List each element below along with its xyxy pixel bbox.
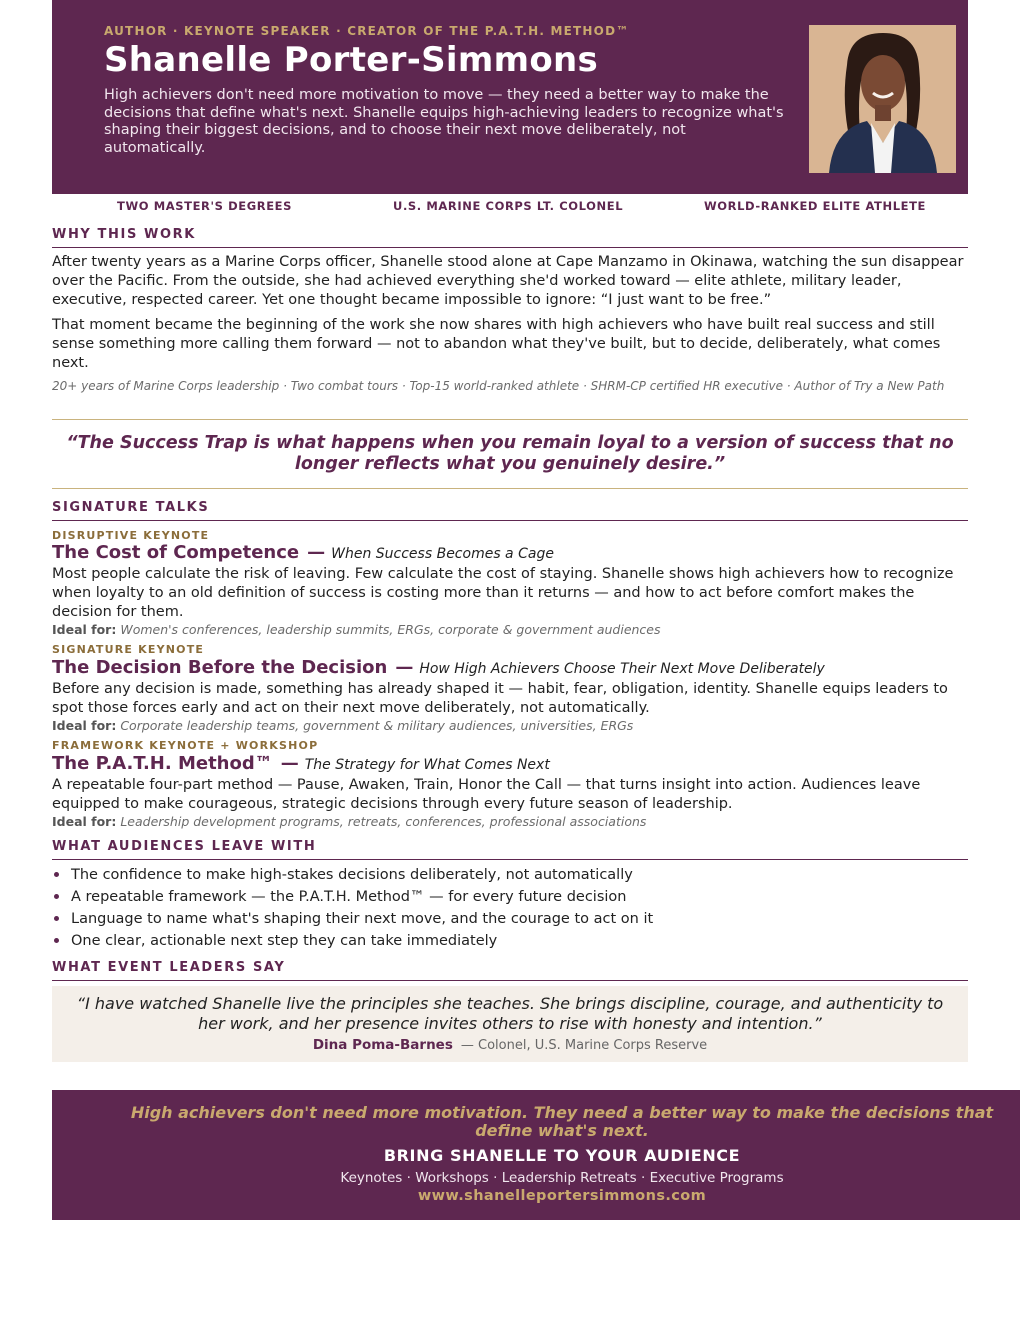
credential-item: WORLD-RANKED ELITE ATHLETE <box>704 199 926 213</box>
ideal-for-label: Ideal for: <box>52 622 117 637</box>
takeaways-list <box>52 864 968 952</box>
talk-dash: — <box>307 542 326 563</box>
talk-ideal-for <box>52 814 968 829</box>
why-facts-line: 20+ years of Marine Corps leadership · Two combat tours · Top-15 world-ranked athlete · SHRM-CP certified HR executive · Author of Try a New Path <box>52 379 945 393</box>
talk-subtitle: How High Achievers Choose Their Next Move Deliberately <box>419 661 825 677</box>
credentials-strip <box>52 199 968 215</box>
talk-title <box>52 657 825 678</box>
list-item-text: The confidence to make high-stakes decisions deliberately, not automatically <box>71 867 633 883</box>
website-link[interactable]: www.shanelleportersimmons.com <box>417 1188 707 1204</box>
pull-quote: “The Success Trap is what happens when you remain loyal to a version of success that no longer reflects what you genuinely desire.” <box>66 433 954 474</box>
section-heading-testimonial: WHAT EVENT LEADERS SAY <box>52 960 968 981</box>
talk-description: A repeatable four-part method — Pause, Awaken, Train, Honor the Call — that turns insight into action. Audiences leave equipped to make courageous, strategic decisions through every future season of leadership. <box>52 777 921 812</box>
talk-title-text: The P.A.T.H. Method™ <box>52 753 273 774</box>
divider <box>52 488 968 489</box>
talk-kicker: SIGNATURE KEYNOTE <box>52 643 205 656</box>
list-item <box>52 886 968 908</box>
why-paragraph-1: After twenty years as a Marine Corps officer, Shanelle stood alone at Cape Manzamo in Okinawa, watching the sun disappear over the Pacific. From the outside, she had achieved everything she'd worked toward — elite athlete, military leader, executive, respected career. Yet one thought became impossible to ignore: “I just want to be free.” <box>52 254 964 308</box>
testimonial-box <box>52 986 968 1062</box>
talk-subtitle: The Strategy for What Comes Next <box>304 757 550 773</box>
testimonial-role: — Colonel, U.S. Marine Corps Reserve <box>460 1038 708 1053</box>
bullet-dot-icon <box>54 894 59 899</box>
ideal-for-label: Ideal for: <box>52 718 117 733</box>
list-item <box>52 864 968 886</box>
credential-item: TWO MASTER'S DEGREES <box>117 199 292 213</box>
ideal-for-label: Ideal for: <box>52 814 117 829</box>
section-heading-talks: SIGNATURE TALKS <box>52 500 968 521</box>
testimonial-attribution <box>52 1037 968 1053</box>
testimonial-quote: “I have watched Shanelle live the principles she teaches. She brings discipline, courage, and authenticity to her work, and her presence invites others to rise with honesty and intention.” <box>76 994 944 1033</box>
talk-dash: — <box>395 657 414 678</box>
bullet-dot-icon <box>54 938 59 943</box>
talk-title <box>52 542 554 563</box>
headshot-illustration <box>809 25 956 173</box>
talk-subtitle: When Success Becomes a Cage <box>331 546 554 562</box>
footer-cta: BRING SHANELLE TO YOUR AUDIENCE <box>383 1146 741 1165</box>
talk-dash: — <box>280 753 299 774</box>
talk-title-text: The Decision Before the Decision <box>52 657 388 678</box>
list-item-text: One clear, actionable next step they can take immediately <box>71 933 498 949</box>
talk-title <box>52 753 550 774</box>
ideal-for-audiences: Leadership development programs, retreats, conferences, professional associations <box>120 814 647 829</box>
bullet-dot-icon <box>54 916 59 921</box>
section-heading-takeaways: WHAT AUDIENCES LEAVE WITH <box>52 839 968 860</box>
list-item <box>52 930 968 952</box>
header-lede: High achievers don't need more motivation to move — they need a better way to make the decisions that define what's next. Shanelle equips high-achieving leaders to recognize what's shaping their biggest decisions, and to choose their next move deliberately, not automatically. <box>104 87 784 156</box>
header-eyebrow: AUTHOR · KEYNOTE SPEAKER · CREATOR OF THE P.A.T.H. METHOD™ <box>104 24 630 38</box>
talk-description: Before any decision is made, something has already shaped it — habit, fear, obligation, identity. Shanelle equips leaders to spot those forces early and act on their next move deliberately, not automatically. <box>52 681 948 716</box>
talk-kicker: DISRUPTIVE KEYNOTE <box>52 529 210 542</box>
talk-description: Most people calculate the risk of leaving. Few calculate the cost of staying. Shanelle shows high achievers how to recognize when loyalty to an old definition of success is costing more than it returns — and how to act before comfort makes the decision for them. <box>52 566 954 620</box>
bullet-dot-icon <box>54 872 59 877</box>
list-item-text: A repeatable framework — the P.A.T.H. Method™ — for every future decision <box>71 889 627 905</box>
speaker-name: Shanelle Porter-Simmons <box>104 40 599 80</box>
credential-item: U.S. MARINE CORPS LT. COLONEL <box>393 199 624 213</box>
talk-ideal-for <box>52 718 968 733</box>
ideal-for-audiences: Women's conferences, leadership summits, ERGs, corporate & government audiences <box>120 622 661 637</box>
list-item <box>52 908 968 930</box>
footer-tagline: High achievers don't need more motivation. They need a better way to make the decisions that define what's next. <box>130 1103 994 1140</box>
headshot-photo <box>809 25 956 173</box>
testimonial-name: Dina Poma-Barnes <box>312 1037 453 1053</box>
footer-services: Keynotes · Workshops · Leadership Retreats · Executive Programs <box>340 1170 784 1186</box>
talk-kicker: FRAMEWORK KEYNOTE + WORKSHOP <box>52 739 319 752</box>
ideal-for-audiences: Corporate leadership teams, government & military audiences, universities, ERGs <box>120 718 634 733</box>
footer-banner <box>52 1090 1020 1220</box>
header-banner <box>52 0 968 194</box>
why-paragraph-2: That moment became the beginning of the work she now shares with high achievers who have built real success and still sense something more calling them forward — not to abandon what they've built, but to decide, deliberately, what comes next. <box>52 317 941 371</box>
talk-ideal-for <box>52 622 968 637</box>
talk-title-text: The Cost of Competence <box>52 542 300 563</box>
divider <box>52 419 968 420</box>
section-heading-why: WHY THIS WORK <box>52 227 968 248</box>
list-item-text: Language to name what's shaping their next move, and the courage to act on it <box>71 911 654 927</box>
